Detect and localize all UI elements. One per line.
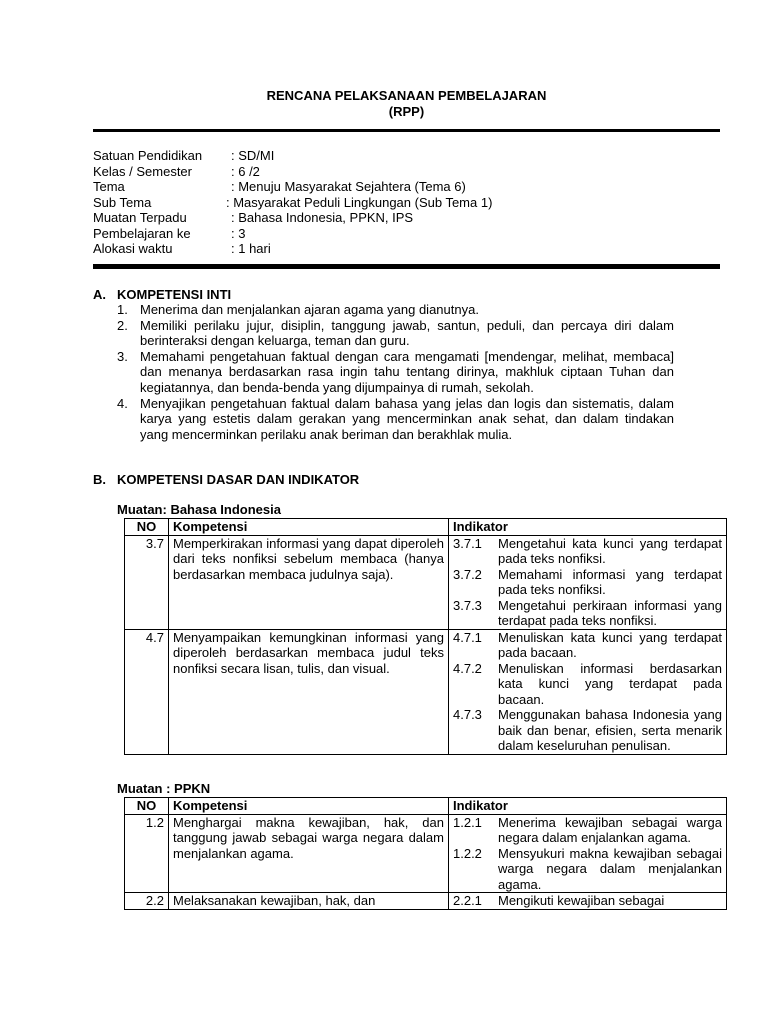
list-item: 3. Memahami pengetahuan faktual dengan cara mengamati [mendengar, melihat, membaca] dan menanya berdasarkan rasa ingin tahu tentang dirinya, makhluk ciptaan Tuhan dan kegiatannya, dan benda-benda yang dijumpainya di rumah, sekolah.	[117, 348, 674, 395]
kompetensi-cell: Menghargai makna kewajiban, hak, dan tanggung jawab sebagai warga negara dalam menjalankan agama.	[169, 814, 449, 893]
kompetensi-inti-list	[117, 302, 674, 442]
table-row	[125, 814, 727, 893]
document-page: RENCANA PELAKSANAAN PEMBELAJARAN (RPP) Satuan Pendidikan : SD/MI Kelas / Semester : 6 /2 Tema : Menuju Masyarakat Sejahtera (Tema 6) Sub Tema : Masyarakat Peduli Lingkungan (Sub Tema 1) Muatan Terpadu : Bahasa Indonesia, PPKN, IPS Pembelajaran ke : 3 Alokasi waktu : 1 hari A. KOMPETENSI INTI 1. Menerima dan menjalankan ajaran agama yang dianutnya. 2. Memiliki perilaku jujur, disiplin, tanggung jawab, santun, peduli, dan percaya diri dalam berinteraksi dengan keluarga, teman dan guru. 3. Memahami pengetahuan faktual dengan cara mengamati [mendengar, melihat, membaca] dan menanya berdasarkan rasa ingin tahu tentang dirinya, makhluk ciptaan Tuhan dan kegiatannya, dan benda-benda yang dijumpainya di rumah, sekolah. 4. Menyajikan pengetahuan faktual dalam bahasa yang jelas dan logis dan sistematis, dalam karya yang estetis dalam gerakan yang mencerminkan anak sehat, dan dalam tindakan yang mencerminkan perilaku anak beriman dan berakhlak mulia. B. KOMPETENSI DASAR DAN INDIKATOR Muatan: Bahasa Indonesia NO Kompetensi Indikator 3.7 Memperkirakan informasi yang dapat diperoleh dari teks nonfiksi sebelum membaca (hanya berdasarkan membaca judulnya saja). 3.7.1 Mengetahui kata kunci yang terdapat pada teks nonfiksi. 3.7.2 Memahami informasi yang terdapat pada teks nonfiksi. 3.7.3 Mengetahui perkiraan informasi yang terdapat pada teks nonfiksi. 4.7 Menyampaikan kemungkinan informasi yang diperoleh berdasarkan membaca judul teks nonfiksi secara lisan, tulis, dan visual. 4.7.1 Menuliskan kata kunci yang terdapat pada bacaan. 4.7.2 Menuliskan informasi berdasarkan kata kunci yang terdapat pada bacaan. 4.7.3 Menggunakan bahasa Indonesia yang baik dan benar, efisien, serta menarik dalam keseluruhan penulisan. Muatan : PPKN NO Kompetensi Indikator 1.2 Menghargai makna kewajiban, hak, dan tanggung jawab sebagai warga negara dalam menjalankan agama. 1.2.1 Menerima kewajiban sebagai warga negara dalam enjalankan agama. 1.2.2 Mensyukuri makna kewajiban sebagai warga negara dalam menjalankan agama. 2.2 Melaksanakan kewajiban, hak, dan 2.2.1 Mengikuti kewajiban sebagai	[0, 0, 768, 1024]
header-divider	[93, 129, 720, 132]
table-ppkn	[124, 797, 727, 910]
column-header-kompetensi: Kompetensi	[169, 798, 449, 815]
table-header-row	[125, 798, 727, 815]
indikator-item: 1.2.2 Mensyukuri makna kewajiban sebagai warga negara dalam menjalankan agama.	[453, 845, 722, 892]
indikator-item: 2.2.1 Mengikuti kewajiban sebagai	[453, 893, 665, 908]
indikator-item: 4.7.3 Menggunakan bahasa Indonesia yang baik dan benar, efisien, serta menarik dalam keseluruhan penulisan.	[453, 707, 722, 753]
document-subtitle: (RPP)	[388, 104, 425, 119]
indikator-item: 4.7.2 Menuliskan informasi berdasarkan kata kunci yang terdapat pada bacaan.	[453, 660, 722, 707]
muatan-bahasa-indonesia-label: Muatan: Bahasa Indonesia	[117, 502, 281, 517]
table-row	[125, 629, 727, 754]
indikator-item: 4.7.1 Menuliskan kata kunci yang terdapat pada bacaan.	[453, 629, 722, 660]
table-row	[125, 893, 727, 910]
kompetensi-cell: Menyampaikan kemungkinan informasi yang diperoleh berdasarkan membaca judul teks nonfiksi secara lisan, tulis, dan visual.	[169, 629, 449, 754]
list-item: 4. Menyajikan pengetahuan faktual dalam bahasa yang jelas dan logis dan sistematis, dalam karya yang estetis dalam gerakan yang mencerminkan anak sehat, dan dalam tindakan yang mencerminkan perilaku anak beriman dan berakhlak mulia.	[117, 395, 674, 442]
list-item: 1. Menerima dan menjalankan ajaran agama yang dianutnya.	[117, 302, 479, 317]
indikator-cell	[449, 535, 727, 629]
column-header-kompetensi: Kompetensi	[169, 519, 449, 536]
indikator-cell	[449, 814, 727, 893]
kompetensi-cell: Melaksanakan kewajiban, hak, dan	[169, 893, 449, 910]
section-a-heading: A. KOMPETENSI INTI	[93, 287, 232, 302]
indikator-item: 3.7.3 Mengetahui perkiraan informasi yang terdapat pada teks nonfiksi.	[453, 597, 722, 628]
section-b-heading: B. KOMPETENSI DASAR DAN INDIKATOR	[93, 472, 360, 487]
list-item: 2. Memiliki perilaku jujur, disiplin, tanggung jawab, santun, peduli, dan percaya diri dalam berinteraksi dengan keluarga, teman dan guru.	[117, 317, 674, 349]
column-header-no: NO	[125, 519, 169, 536]
meta-divider	[93, 264, 720, 269]
indikator-item: 3.7.2 Memahami informasi yang terdapat pada teks nonfiksi.	[453, 566, 722, 597]
row-number: 4.7	[125, 629, 169, 754]
row-number: 1.2	[125, 814, 169, 893]
table-header-row	[125, 519, 727, 536]
indikator-cell	[449, 629, 727, 754]
indikator-item: 3.7.1 Mengetahui kata kunci yang terdapat pada teks nonfiksi.	[453, 535, 722, 566]
column-header-indikator: Indikator	[449, 519, 727, 536]
muatan-ppkn-label: Muatan : PPKN	[117, 781, 211, 796]
indikator-item: 1.2.1 Menerima kewajiban sebagai warga negara dalam enjalankan agama.	[453, 814, 722, 845]
table-bahasa-indonesia	[124, 518, 727, 755]
indikator-cell	[449, 893, 727, 910]
column-header-no: NO	[125, 798, 169, 815]
kompetensi-cell: Memperkirakan informasi yang dapat diperoleh dari teks nonfiksi sebelum membaca (hanya berdasarkan membaca judulnya saja).	[169, 535, 449, 629]
column-header-indikator: Indikator	[449, 798, 727, 815]
table-row	[125, 535, 727, 629]
row-number: 3.7	[125, 535, 169, 629]
row-number: 2.2	[125, 893, 169, 910]
document-title: RENCANA PELAKSANAAN PEMBELAJARAN	[266, 88, 547, 103]
